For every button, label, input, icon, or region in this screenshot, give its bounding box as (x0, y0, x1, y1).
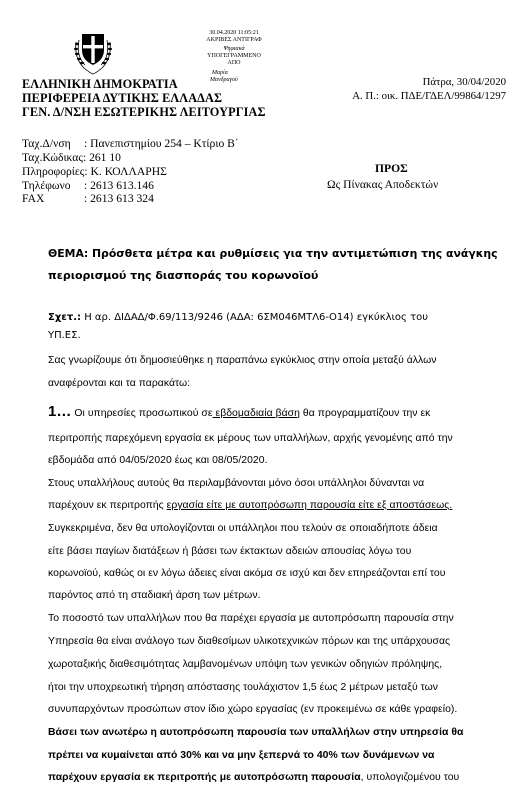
para4-line-1: Βάσει των ανωτέρω η αυτοπρόσωπη παρουσία των υπαλλήλων στην υπηρεσία θα (48, 727, 464, 738)
contact-phone (22, 179, 154, 192)
para2-line-2-pre: παρέχουν εκ περιτροπής (48, 500, 167, 511)
item1-number: 1… (48, 403, 72, 420)
subject-text: Πρόσθετα μέτρα και ρυθμίσεις για την αντιμετώπιση της ανάγκης (88, 247, 498, 260)
para4-line-3 (48, 772, 459, 783)
reference-line-2: ΥΠ.ΕΣ. (48, 330, 81, 341)
recipient-text: Ως Πίνακας Αποδεκτών (327, 178, 439, 191)
subject-label: ΘΕΜΑ: (48, 247, 89, 260)
stamp-digital: Ψηφιακά (223, 46, 245, 52)
contact-fax (22, 192, 154, 205)
stamp-certified: ΑΚΡΙΒΕΣ ΑΝΤΙΓΡΑΦ (206, 37, 262, 43)
para2-line-2-underlined: εργασία είτε με αυτοπρόσωπη παρουσία είτε εξ αποστάσεως. (166, 500, 453, 511)
reference-label: Σχετ.: (48, 312, 82, 323)
contact-value: Πανεπιστημίου 254 – Κτίριο Β΄ (87, 137, 239, 150)
item1-underlined: εβδομαδιαία βάση (212, 408, 300, 419)
para3-line-2: Υπηρεσία θα είναι ανάλογο των διαθεσίμων υλικοτεχνικών πόρων και της υπάρχουσας (48, 636, 451, 647)
item1-pre: Οι υπηρεσίες προσωπικού σε (71, 408, 213, 419)
recipient-heading: ΠΡΟΣ (375, 162, 408, 175)
subject-line-1 (48, 247, 498, 260)
para3-line-3: χωροταξικής διαθεσιμότητας λαμβανομένων υπόψη των γενικών οδηγιών πρόληψης, (48, 659, 443, 670)
header-line-2: ΠΕΡΙΦΕΡΕΙΑ ΔΥΤΙΚΗΣ ΕΛΛΑΔΑΣ (22, 91, 223, 105)
stamp-signed: ΥΠΟΓΕΓΡΑΜΜΕΝΟ (207, 53, 261, 59)
para2-line-1: Στους υπαλλήλους αυτούς θα περιλαμβάνονται μόνο όσοι υπάλληλοι δύνανται να (48, 478, 425, 489)
stamp-datetime: 30.04.2020 11:05:21 (209, 30, 259, 36)
contact-label: Ταχ.Δ/νση (22, 137, 71, 150)
para3-line-4: ήτοι την υποχρεωτική τήρηση απόστασης τουλάχιστον 1,5 έως 2 μέτρων μεταξύ των (48, 682, 439, 693)
para2-line-5: κορωνοϊού, καθώς οι εν λόγω άδειες είναι ακόμα σε ισχύ και δεν επηρεάζονται επί του (48, 568, 446, 579)
para4-line-3-bold: παρέχουν εργασία εκ περιτροπής με αυτοπρόσωπη παρουσία (48, 772, 361, 783)
stamp-apo: ΑΠΟ (227, 60, 241, 66)
contact-label: FAX (22, 192, 45, 205)
contact-sep: : (84, 179, 88, 192)
para3-line-5: συνυπαρχόντων προσώπων στον ίδιο χώρο εργασίας (εν προκειμένω σε κάθε γραφείο). (48, 704, 458, 715)
para4-line-3-rest: , υπολογιζομένου του (360, 772, 460, 783)
contact-label: Πληροφορίες: (22, 165, 88, 178)
item1-line-2: περιτροπής παρεχόμενη εργασία εκ μέρους των υπαλλήλων, αρχής γενομένης από την (48, 433, 453, 444)
item1-line-1 (48, 403, 430, 420)
contact-postal (22, 151, 121, 164)
para3-line-1: Το ποσοστό των υπαλλήλων που θα παρέχει εργασία με αυτοπρόσωπη παρουσία στην (48, 613, 454, 624)
reference-line-1 (48, 312, 428, 323)
contact-value: 2613 613 324 (87, 192, 154, 205)
signature-stamp (196, 30, 272, 84)
contact-label: Τηλέφωνο (22, 179, 71, 192)
reference-text: Η αρ. ΔΙΔΑΔ/Φ.69/113/9246 (ΑΔΑ: 6ΣΜ046ΜΤΛ6-Ο14) εγκύκλιος του (81, 312, 428, 323)
contact-sep: : (84, 192, 88, 205)
para2-line-6: παρόντος από τη σταδιακή άρση των μέτρων. (48, 590, 261, 601)
item1-line-3: εβδομάδα από 04/05/2020 έως και 08/05/2020. (48, 455, 268, 466)
protocol-number: Α. Π.: οικ. ΠΔΕ/ΓΔΕΛ/99864/1297 (352, 90, 506, 102)
date-place: Πάτρα, 30/04/2020 (422, 76, 506, 88)
contact-info (22, 165, 167, 178)
stamp-name2: Μανδραγού (210, 77, 238, 83)
greek-emblem (72, 28, 114, 76)
contact-sep: : (84, 137, 88, 150)
para4-line-2: πρέπει να κυμαίνεται από 30% και να μην ξεπερνά το 40% των δυνάμενων να (48, 750, 435, 761)
para2-line-3: Συγκεκριμένα, δεν θα υπολογίζονται οι υπάλληλοι που τελούν σε οποιαδήποτε άδεια (48, 523, 438, 534)
contact-value: 261 10 (86, 151, 121, 164)
subject-line-2: περιορισμού της διασποράς του κορωνοϊού (48, 269, 319, 282)
stamp-name1: Μαρία (212, 70, 228, 76)
para2-line-4: είτε βάσει παγίων διατάξεων ή βάσει των έκτακτων αδειών απουσίας λόγω του (48, 546, 412, 557)
header-line-1: ΕΛΛΗΝΙΚΗ ΔΗΜΟΚΡΑΤΙΑ (22, 77, 178, 91)
contact-value: Κ. ΚΟΛΛΑΡΗΣ (87, 165, 167, 178)
contact-address (22, 137, 239, 150)
contact-value: 2613 613.146 (87, 179, 154, 192)
contact-label: Ταχ.Κώδικας: (22, 151, 87, 164)
para2-line-2 (48, 500, 452, 511)
intro-line-1: Σας γνωρίζουμε ότι δημοσιεύθηκε η παραπάνω εγκύκλιος στην οποία μεταξύ άλλων (48, 355, 437, 366)
header-line-3: ΓΕΝ. Δ/ΝΣΗ ΕΣΩΤΕΡΙΚΗΣ ΛΕΙΤΟΥΡΓΙΑΣ (22, 105, 266, 119)
item1-post: θα προγραμματίζουν την εκ (299, 408, 431, 419)
intro-line-2: αναφέρονται και τα παρακάτω: (48, 378, 191, 389)
